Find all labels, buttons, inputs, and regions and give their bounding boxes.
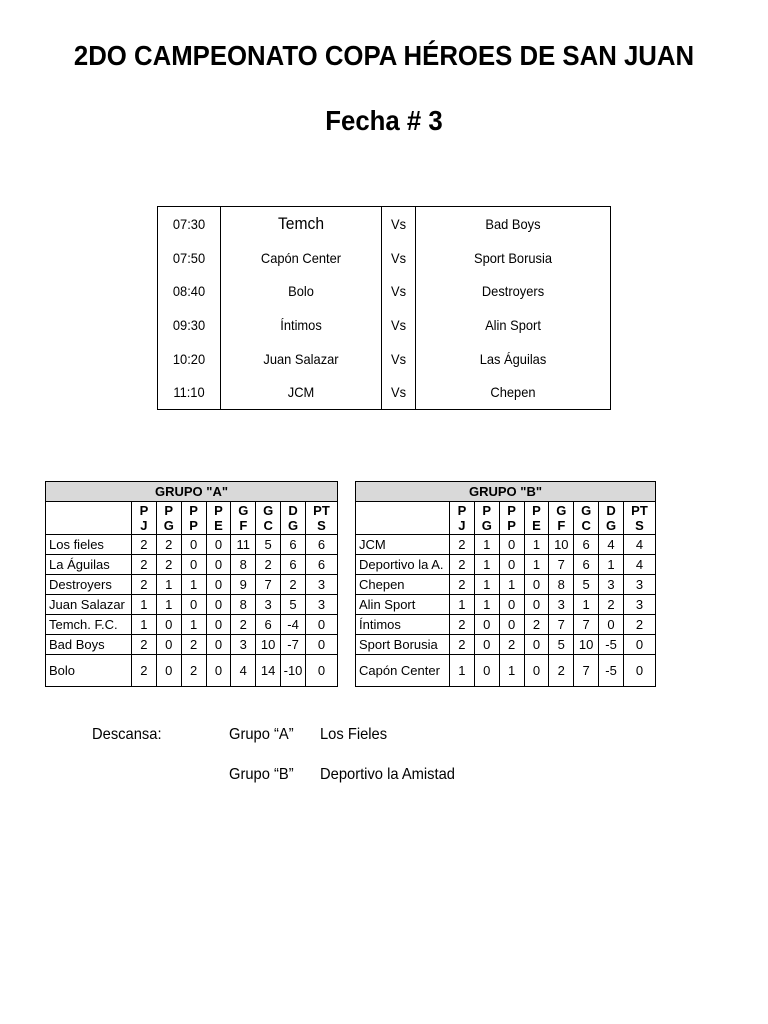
stat-pts: 4 xyxy=(623,555,655,575)
stat-pg: 0 xyxy=(156,635,181,655)
stat-pp: 1 xyxy=(181,615,206,635)
stat-pts: 6 xyxy=(305,555,337,575)
table-row xyxy=(46,595,338,615)
stat-gc: 2 xyxy=(256,555,281,575)
away-team: Las Águilas xyxy=(479,350,547,367)
stat-dg: -5 xyxy=(599,635,624,655)
stat-pe: 2 xyxy=(524,615,549,635)
away-team: Destroyers xyxy=(481,283,545,300)
stat-pe: 0 xyxy=(524,655,549,687)
column-header: PT S xyxy=(305,502,337,535)
home-team: Bolo xyxy=(288,283,314,300)
stat-pts: 4 xyxy=(623,535,655,555)
stat-gf: 3 xyxy=(231,635,256,655)
stat-dg: 6 xyxy=(281,555,306,575)
column-header: P G xyxy=(156,502,181,535)
stat-pj: 1 xyxy=(450,655,475,687)
stat-pts: 6 xyxy=(305,535,337,555)
stat-pts: 0 xyxy=(623,635,655,655)
stat-pts: 0 xyxy=(305,615,337,635)
stat-pj: 2 xyxy=(450,535,475,555)
stat-gf: 2 xyxy=(231,615,256,635)
group-b-standings xyxy=(355,481,656,687)
team-name: Deportivo la A. xyxy=(356,555,450,575)
stat-gc: 3 xyxy=(256,595,281,615)
home-team: Capón Center xyxy=(260,249,342,266)
group-a-title: GRUPO "A" xyxy=(46,482,338,502)
match-time: 07:50 xyxy=(172,249,206,266)
table-row xyxy=(46,575,338,595)
team-name: Bad Boys xyxy=(46,635,132,655)
stat-pp: 0 xyxy=(181,595,206,615)
column-header: G F xyxy=(231,502,256,535)
schedule-away-column xyxy=(415,207,610,409)
stat-gf: 10 xyxy=(549,535,574,555)
stat-pg: 1 xyxy=(474,595,499,615)
away-team: Bad Boys xyxy=(485,215,541,232)
stat-pj: 2 xyxy=(132,575,157,595)
stat-pg: 0 xyxy=(156,655,181,687)
team-header-cell xyxy=(356,502,450,535)
column-header: P P xyxy=(499,502,524,535)
group-b-title: GRUPO "B" xyxy=(356,482,656,502)
stat-dg: 5 xyxy=(281,595,306,615)
team-name: Sport Borusia xyxy=(356,635,450,655)
stat-gc: 7 xyxy=(574,615,599,635)
stat-pe: 0 xyxy=(206,555,231,575)
column-header: D G xyxy=(281,502,306,535)
stat-pj: 1 xyxy=(132,615,157,635)
vs-label: Vs xyxy=(390,249,407,266)
stat-dg: -4 xyxy=(281,615,306,635)
stat-pts: 0 xyxy=(305,635,337,655)
home-team: JCM xyxy=(287,384,315,401)
stat-dg: -7 xyxy=(281,635,306,655)
group-a-standings xyxy=(45,481,338,687)
home-team: Íntimos xyxy=(280,316,322,333)
stat-pg: 1 xyxy=(474,575,499,595)
stat-pj: 2 xyxy=(450,615,475,635)
stat-pg: 2 xyxy=(156,535,181,555)
stat-pe: 0 xyxy=(206,595,231,615)
team-name: Alin Sport xyxy=(356,595,450,615)
stat-gc: 6 xyxy=(574,535,599,555)
vs-label: Vs xyxy=(390,316,407,333)
schedule-vs-column xyxy=(381,207,415,409)
stat-dg: 3 xyxy=(599,575,624,595)
team-name: Juan Salazar xyxy=(46,595,132,615)
stat-gf: 9 xyxy=(231,575,256,595)
stat-pe: 0 xyxy=(206,615,231,635)
stat-pp: 2 xyxy=(181,635,206,655)
vs-label: Vs xyxy=(390,384,407,401)
stat-gc: 10 xyxy=(574,635,599,655)
stat-gf: 4 xyxy=(231,655,256,687)
stat-pj: 2 xyxy=(132,555,157,575)
column-header: G C xyxy=(574,502,599,535)
column-header: P J xyxy=(132,502,157,535)
rest-team-b: Deportivo la Amistad xyxy=(320,766,455,783)
table-row xyxy=(356,555,656,575)
column-header: G C xyxy=(256,502,281,535)
stat-gf: 7 xyxy=(549,555,574,575)
stat-pg: 0 xyxy=(156,615,181,635)
team-name: La Águilas xyxy=(46,555,132,575)
column-header: P E xyxy=(524,502,549,535)
stat-pg: 1 xyxy=(156,575,181,595)
stat-dg: 1 xyxy=(599,555,624,575)
table-row xyxy=(356,575,656,595)
stat-pj: 2 xyxy=(132,535,157,555)
stat-pj: 2 xyxy=(450,575,475,595)
team-name: Los fieles xyxy=(46,535,132,555)
stat-gf: 2 xyxy=(549,655,574,687)
stat-pp: 0 xyxy=(181,535,206,555)
page-subtitle: Fecha # 3 xyxy=(325,105,443,136)
stat-pp: 0 xyxy=(499,555,524,575)
vs-label: Vs xyxy=(390,283,407,300)
stat-pe: 0 xyxy=(524,635,549,655)
home-team: Temch xyxy=(277,213,325,233)
stat-pe: 0 xyxy=(524,575,549,595)
stat-pg: 1 xyxy=(474,535,499,555)
stat-pe: 0 xyxy=(206,535,231,555)
stat-dg: 0 xyxy=(599,615,624,635)
stat-pts: 3 xyxy=(305,575,337,595)
rest-team-a: Los Fieles xyxy=(320,726,388,743)
stat-dg: 2 xyxy=(281,575,306,595)
stat-pts: 3 xyxy=(305,595,337,615)
stat-gc: 1 xyxy=(574,595,599,615)
match-time: 10:20 xyxy=(172,350,206,367)
stat-gc: 5 xyxy=(574,575,599,595)
column-header: PT S xyxy=(623,502,655,535)
stat-gf: 7 xyxy=(549,615,574,635)
team-name: Chepen xyxy=(356,575,450,595)
stat-pg: 1 xyxy=(156,595,181,615)
team-name: Íntimos xyxy=(356,615,450,635)
stat-gc: 7 xyxy=(256,575,281,595)
home-team: Juan Salazar xyxy=(263,350,339,367)
stat-pts: 0 xyxy=(623,655,655,687)
stat-pp: 1 xyxy=(499,575,524,595)
stat-pg: 1 xyxy=(474,555,499,575)
team-name: Bolo xyxy=(46,655,132,687)
stat-pe: 1 xyxy=(524,535,549,555)
vs-label: Vs xyxy=(390,215,407,232)
table-row xyxy=(46,615,338,635)
team-header-cell xyxy=(46,502,132,535)
stat-pts: 2 xyxy=(623,615,655,635)
stat-pe: 0 xyxy=(524,595,549,615)
stat-pg: 0 xyxy=(474,655,499,687)
stat-gf: 3 xyxy=(549,595,574,615)
stat-gc: 6 xyxy=(574,555,599,575)
stat-dg: 2 xyxy=(599,595,624,615)
team-name: Destroyers xyxy=(46,575,132,595)
stat-pp: 0 xyxy=(499,595,524,615)
stat-gc: 14 xyxy=(256,655,281,687)
stat-pp: 1 xyxy=(499,655,524,687)
table-row xyxy=(46,635,338,655)
away-team: Alin Sport xyxy=(485,316,541,333)
table-row xyxy=(356,635,656,655)
table-row xyxy=(356,535,656,555)
column-header: P G xyxy=(474,502,499,535)
column-header: D G xyxy=(599,502,624,535)
stat-pp: 2 xyxy=(181,655,206,687)
stat-gf: 11 xyxy=(231,535,256,555)
stat-pj: 1 xyxy=(132,595,157,615)
schedule-time-column xyxy=(158,207,220,409)
match-schedule xyxy=(157,206,611,410)
stat-pts: 3 xyxy=(623,595,655,615)
stat-pj: 2 xyxy=(450,635,475,655)
team-name: JCM xyxy=(356,535,450,555)
stat-pp: 0 xyxy=(499,615,524,635)
match-time: 09:30 xyxy=(172,316,206,333)
stat-gf: 5 xyxy=(549,635,574,655)
table-row xyxy=(46,655,338,687)
stat-pe: 0 xyxy=(206,655,231,687)
stat-pts: 3 xyxy=(623,575,655,595)
stat-dg: 6 xyxy=(281,535,306,555)
stat-pg: 2 xyxy=(156,555,181,575)
table-row xyxy=(356,615,656,635)
stat-pp: 1 xyxy=(181,575,206,595)
stat-gf: 8 xyxy=(231,555,256,575)
stat-gc: 10 xyxy=(256,635,281,655)
stat-gc: 5 xyxy=(256,535,281,555)
stat-pg: 0 xyxy=(474,635,499,655)
rest-group-b: Grupo “B” xyxy=(229,766,294,783)
stat-pe: 0 xyxy=(206,575,231,595)
stat-dg: 4 xyxy=(599,535,624,555)
team-name: Capón Center xyxy=(356,655,450,687)
stat-pe: 0 xyxy=(206,635,231,655)
stat-pg: 0 xyxy=(474,615,499,635)
stat-gf: 8 xyxy=(549,575,574,595)
stat-pp: 0 xyxy=(499,535,524,555)
schedule-home-column xyxy=(220,207,381,409)
column-header: P P xyxy=(181,502,206,535)
stat-pts: 0 xyxy=(305,655,337,687)
away-team: Chepen xyxy=(490,384,536,401)
stat-pp: 2 xyxy=(499,635,524,655)
rest-group-a: Grupo “A” xyxy=(229,726,294,743)
table-row xyxy=(46,555,338,575)
stat-pp: 0 xyxy=(181,555,206,575)
match-time: 11:10 xyxy=(173,384,205,401)
vs-label: Vs xyxy=(390,350,407,367)
column-header: P E xyxy=(206,502,231,535)
match-time: 08:40 xyxy=(172,283,206,300)
stat-pe: 1 xyxy=(524,555,549,575)
stat-gc: 6 xyxy=(256,615,281,635)
match-time: 07:30 xyxy=(172,215,206,232)
stat-pj: 2 xyxy=(450,555,475,575)
away-team: Sport Borusia xyxy=(473,249,553,266)
stat-pj: 2 xyxy=(132,655,157,687)
table-row xyxy=(46,535,338,555)
team-name: Temch. F.C. xyxy=(46,615,132,635)
rest-label: Descansa: xyxy=(92,726,162,743)
column-header: G F xyxy=(549,502,574,535)
table-row xyxy=(356,655,656,687)
stat-pj: 2 xyxy=(132,635,157,655)
page-title: 2DO CAMPEONATO COPA HÉROES DE SAN JUAN xyxy=(73,40,695,71)
stat-gc: 7 xyxy=(574,655,599,687)
stat-dg: -10 xyxy=(281,655,306,687)
stat-gf: 8 xyxy=(231,595,256,615)
stat-pj: 1 xyxy=(450,595,475,615)
column-header: P J xyxy=(450,502,475,535)
table-row xyxy=(356,595,656,615)
stat-dg: -5 xyxy=(599,655,624,687)
